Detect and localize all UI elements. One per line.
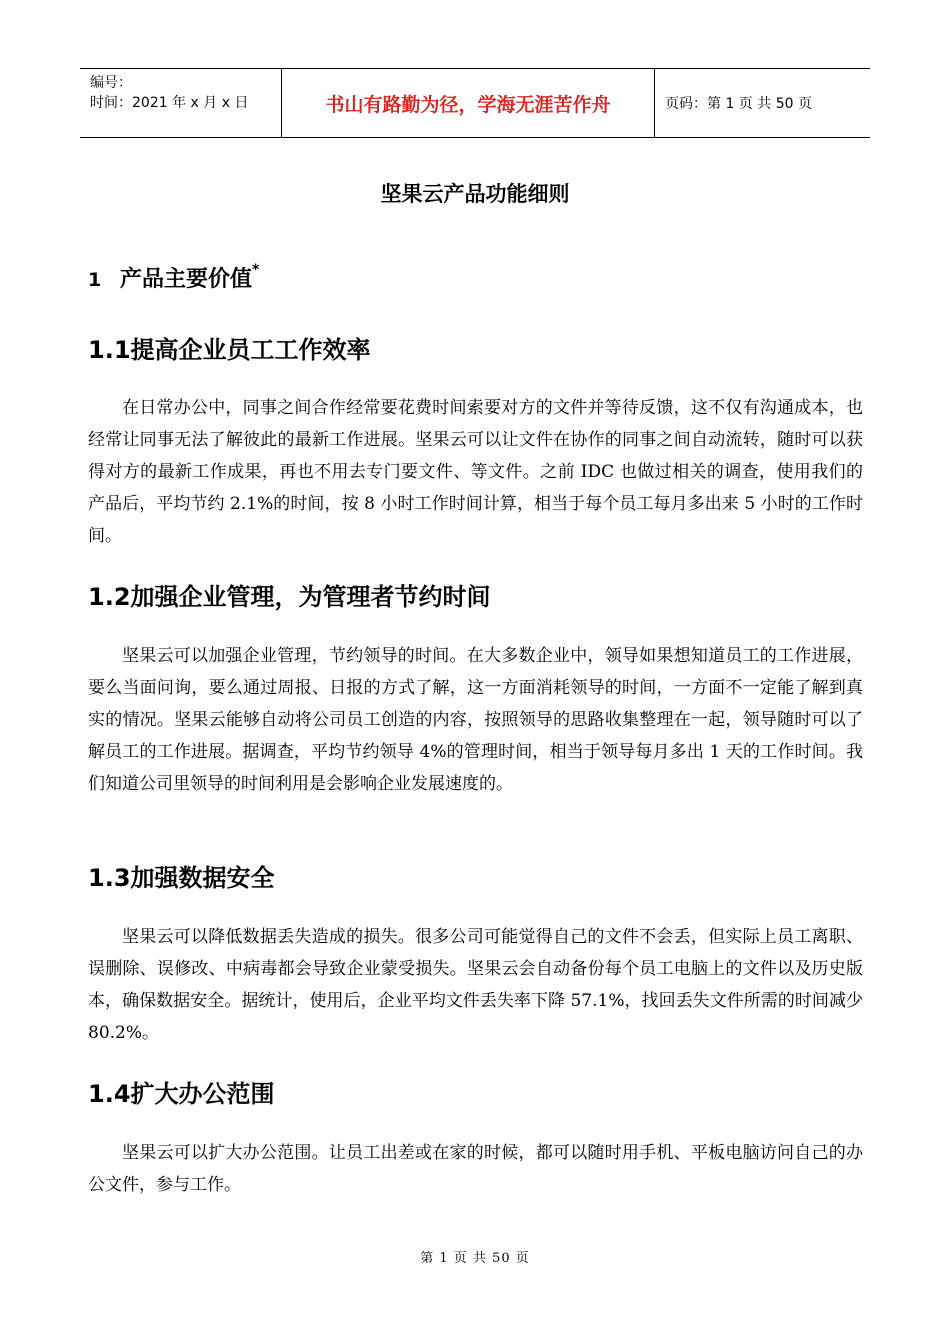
section-1-number: 1 [88,269,102,291]
paragraph: 坚果云可以扩大办公范围。让员工出差或在家的时候，都可以随时用手机、平板电脑访问自己的办公文件，参与工作。 [88,1143,863,1195]
section-1-title: 产品主要价值 [120,267,253,292]
paragraph: 坚果云可以降低数据丢失造成的损失。很多公司可能觉得自己的文件不会丢，但实际上员工离职、误删除、误修改、中病毒都会导致企业蒙受损失。坚果云会自动备份每个员工电脑上的文件以及历史版本，确保数据安全。据统计，使用后，企业平均文件丢失率下降 57.1%，找回丢失文件所需的时间减少 80.2%。 [88,927,863,1043]
section-1-mark: * [252,262,260,278]
header-table [80,68,870,138]
header-motto-cell [282,69,655,137]
section-1-2-body [88,640,863,800]
motto: 书山有路勤为径，学海无涯苦作舟 [325,93,611,116]
section-1-4-heading: 1.4扩大办公范围 [88,1080,275,1108]
paragraph: 坚果云可以加强企业管理，节约领导的时间。在大多数企业中，领导如果想知道员工的工作进展，要么当面问询，要么通过周报、日报的方式了解，这一方面消耗领导的时间，一方面不一定能了解到真实的情况。坚果云能够自动将公司员工创造的内容，按照领导的思路收集整理在一起，领导随时可以了解员工的工作进展。据调查，平均节约领导 4%的管理时间，相当于领导每月多出 1 天的工作时间。我们知道公司里领导的时间利用是会影响企业发展速度的。 [88,646,863,794]
section-1-4-body [88,1137,863,1201]
section-1-1-heading: 1.1提高企业员工工作效率 [88,336,371,364]
header-page-cell [655,69,870,137]
section-1-3-body [88,921,863,1049]
page-footer: 第 1 页 共 50 页 [420,1251,530,1266]
section-1-1-body [88,392,863,552]
number-label: 编号： [90,75,132,91]
document-title: 坚果云产品功能细则 [380,182,570,206]
time-label: 时间：2021 年 x 月 x 日 [90,95,249,111]
paragraph: 在日常办公中，同事之间合作经常要花费时间索要对方的文件并等待反馈，这不仅有沟通成本，也经常让同事无法了解彼此的最新工作进展。坚果云可以让文件在协作的同事之间自动流转，随时可以获得对方的最新工作成果，再也不用去专门要文件、等文件。之前 IDC 也做过相关的调查，使用我们的产品后，平均节约 2.1%的时间，按 8 小时工作时间计算，相当于每个员工每月多出来 5 小时的工作时间。 [88,398,863,546]
section-1-heading [88,262,259,293]
page-info: 页码：第 1 页 共 50 页 [665,96,812,112]
section-1-2-heading: 1.2加强企业管理，为管理者节约时间 [88,583,491,611]
header-left-cell [80,69,282,137]
section-1-3-heading: 1.3加强数据安全 [88,864,275,892]
